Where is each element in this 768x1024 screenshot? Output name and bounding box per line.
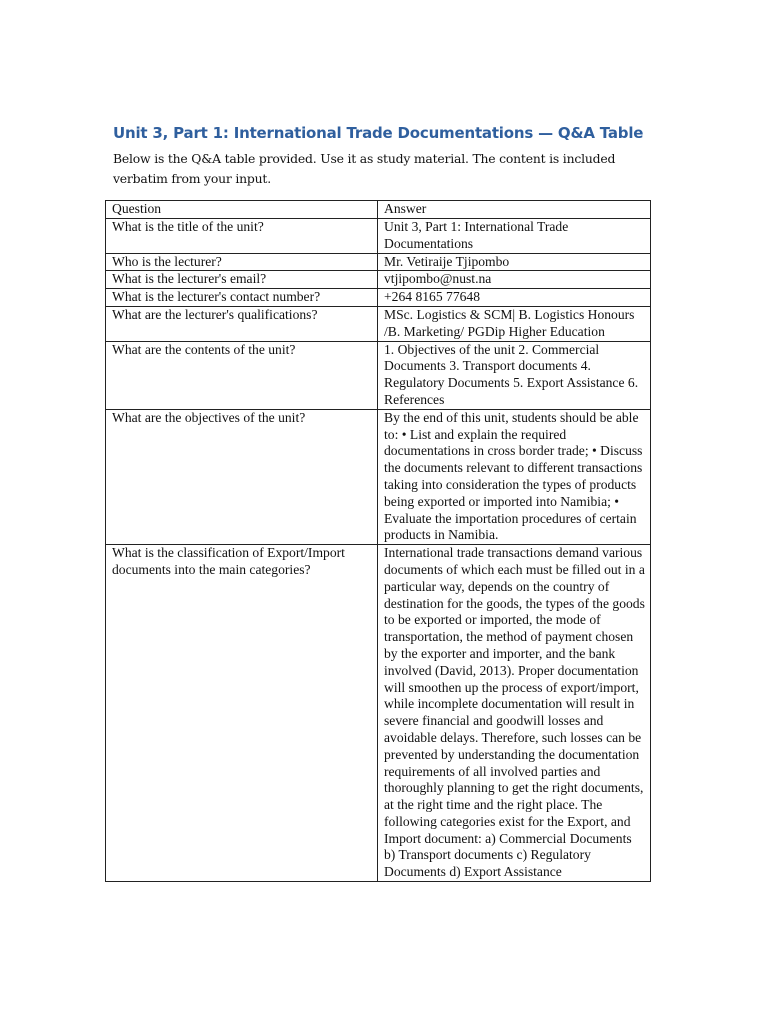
question-cell: What is the lecturer's email?	[106, 271, 378, 289]
table-row	[106, 271, 651, 289]
table-row	[106, 253, 651, 271]
qa-table-header	[106, 201, 651, 219]
question-cell: What is the classification of Export/Import documents into the main categories?	[106, 545, 378, 882]
answer-cell: 1. Objectives of the unit 2. Commercial Documents 3. Transport documents 4. Regulatory Documents 5. Export Assistance 6. References	[378, 341, 651, 409]
question-cell: What are the objectives of the unit?	[106, 409, 378, 544]
question-cell: What are the lecturer's qualifications?	[106, 306, 378, 341]
answer-cell: By the end of this unit, students should be able to: • List and explain the required documentations in cross border trade; • Discuss the documents relevant to different transactions taking into consideration the types of products being exported or imported into Namibia; • Evaluate the importation procedures of certain products in Namibia.	[378, 409, 651, 544]
qa-table	[105, 200, 651, 882]
answer-cell: Mr. Vetiraije Tjipombo	[378, 253, 651, 271]
answer-cell: MSc. Logistics & SCM| B. Logistics Honours /B. Marketing/ PGDip Higher Education	[378, 306, 651, 341]
answer-cell: +264 8165 77648	[378, 289, 651, 307]
table-row	[106, 545, 651, 882]
header-row	[106, 201, 651, 219]
document-title: Unit 3, Part 1: International Trade Documentations — Q&A Table	[113, 124, 644, 142]
table-row	[106, 289, 651, 307]
table-row	[106, 219, 651, 254]
answer-cell: vtjipombo@nust.na	[378, 271, 651, 289]
question-cell: What are the contents of the unit?	[106, 341, 378, 409]
header-answer: Answer	[378, 201, 651, 219]
question-cell: What is the title of the unit?	[106, 219, 378, 254]
intro-paragraph: Below is the Q&A table provided. Use it as study material. The content is included verbatim from your input.	[113, 151, 616, 186]
question-cell: What is the lecturer's contact number?	[106, 289, 378, 307]
question-cell: Who is the lecturer?	[106, 253, 378, 271]
answer-cell: International trade transactions demand various documents of which each must be filled out in a particular way, depends on the country of destination for the goods, the types of the goods to be exported or imported, the mode of transportation, the method of payment chosen by the exporter and importer, and the bank involved (David, 2013). Proper documentation will smoothen up the process of export/import, while incomplete documentation will result in severe financial and goodwill losses and avoidable delays. Therefore, such losses can be prevented by understanding the documentation requirements of all involved parties and thoroughly planning to get the right documents, at the right time and the right place. The following categories exist for the Export, and Import document: a) Commercial Documents b) Transport documents c) Regulatory Documents d) Export Assistance	[378, 545, 651, 882]
table-row	[106, 409, 651, 544]
answer-cell: Unit 3, Part 1: International Trade Documentations	[378, 219, 651, 254]
qa-table-body	[106, 219, 651, 882]
header-question: Question	[106, 201, 378, 219]
table-row	[106, 306, 651, 341]
table-row	[106, 341, 651, 409]
